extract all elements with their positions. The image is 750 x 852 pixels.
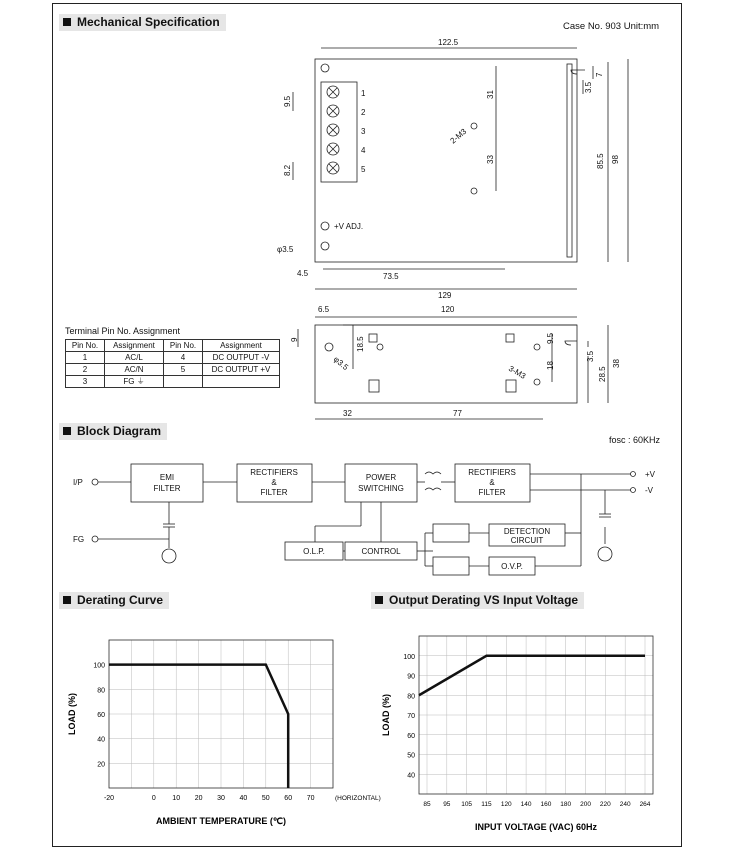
table-row	[66, 376, 280, 388]
power-switching-box	[345, 464, 417, 502]
x-tick-label: -20	[103, 795, 115, 802]
power-line1: POWER	[365, 473, 397, 482]
dim-33: 33	[486, 155, 495, 164]
x-axis-label: AMBIENT TEMPERATURE (℃)	[156, 816, 286, 826]
dim-18-5: 18.5	[356, 336, 365, 352]
dim-9: 9	[290, 337, 299, 342]
rect2-line2: &	[489, 478, 495, 487]
rect2-line1: RECTIFIERS	[468, 468, 516, 477]
x-tick-label: 30	[217, 795, 225, 802]
cell	[203, 376, 280, 388]
x-tick-label: 180	[560, 801, 572, 808]
dim-85-5: 85.5	[596, 153, 605, 169]
x-axis-label: INPUT VOLTAGE (VAC) 60Hz	[474, 822, 598, 832]
dim-129: 129	[438, 291, 452, 300]
x-tick-label: 160	[540, 801, 552, 808]
rect1-line1: RECTIFIERS	[250, 468, 298, 477]
dim-28-5: 28.5	[598, 366, 607, 382]
table-row	[66, 364, 280, 376]
detection-line2: CIRCUIT	[510, 536, 544, 545]
th-assignment-2: Assignment	[203, 340, 280, 352]
cell: DC OUTPUT +V	[203, 364, 280, 376]
top-left-hole	[321, 64, 329, 72]
rect2-line3: FILTER	[478, 488, 506, 497]
cell: 2	[66, 364, 105, 376]
cell: 5	[164, 364, 203, 376]
fosc-label: fosc : 60KHz	[609, 435, 661, 445]
th-pin: Pin No.	[66, 340, 105, 352]
section-output-derating-header	[371, 592, 584, 609]
x-tick-label: 200	[580, 801, 591, 808]
rect1-line3: FILTER	[260, 488, 288, 497]
y-tick-label: 40	[407, 772, 415, 780]
y-tick-label: 80	[407, 693, 415, 701]
notch	[571, 70, 585, 74]
x-tick-label: 20	[194, 795, 203, 802]
terminal-screws	[327, 86, 339, 174]
ground-symbol-left	[162, 549, 176, 563]
terminal-table	[65, 339, 280, 388]
emi-line2: FILTER	[153, 484, 181, 493]
y-tick-label: 90	[407, 673, 415, 681]
ip-label: I/P	[73, 478, 83, 487]
y-tick-label: 100	[93, 662, 105, 670]
ground-symbol-right	[598, 547, 612, 561]
top-view-outline	[315, 59, 577, 262]
section-derating-title: Derating Curve	[77, 593, 164, 607]
power-line2: SWITCHING	[358, 484, 404, 493]
y-tick-label: 60	[97, 712, 105, 719]
vminus-label: -V	[645, 486, 653, 495]
dim-9-5-side: 9.5	[546, 332, 555, 344]
transformer-icon	[425, 472, 441, 490]
case-info: Case No. 903 Unit:mm	[563, 21, 660, 32]
vplus-label: +V	[645, 470, 656, 479]
bullet-square-icon	[63, 427, 71, 435]
y-tick-label: 40	[97, 736, 105, 744]
y-tick-label: 80	[97, 687, 105, 695]
label-3-m3: 3-M3	[507, 363, 528, 381]
top-view-side-rail	[567, 64, 572, 257]
fg-label: FG	[73, 535, 85, 544]
ovp-label: O.V.P.	[501, 562, 523, 571]
cell: 3	[66, 376, 105, 388]
dim-32: 32	[343, 409, 352, 418]
side-hole-label: φ3.5	[331, 354, 350, 373]
y-tick-label: 100	[403, 653, 415, 661]
block-diagram	[53, 444, 681, 584]
terminal-1: 1	[361, 89, 366, 98]
th-pin-2: Pin No.	[164, 340, 203, 352]
label-2-m3: 2-M3	[448, 126, 469, 146]
cell: AC/L	[105, 352, 164, 364]
derating-chart	[53, 616, 381, 841]
th-assignment: Assignment	[105, 340, 164, 352]
dim-77: 77	[453, 409, 462, 418]
y-tick-label: 60	[407, 732, 415, 740]
y-axis-label: LOAD (%)	[67, 693, 77, 735]
side-m3-hole-1	[377, 344, 383, 350]
optocoupler-1	[433, 524, 469, 542]
side-m3-hole-2	[534, 344, 540, 350]
rect1-line2: &	[271, 478, 277, 487]
dim-9-5: 9.5	[283, 95, 292, 107]
input-voltage-chart	[367, 616, 681, 841]
section-output-derating-title: Output Derating VS Input Voltage	[389, 593, 579, 607]
m3-hole-2	[471, 188, 477, 194]
x-tick-label: 0	[151, 795, 156, 802]
terminal-table-header	[66, 340, 280, 352]
emi-filter-box	[131, 464, 203, 502]
side-hole-left	[325, 343, 333, 351]
terminal-4: 4	[361, 146, 366, 155]
section-block-header	[59, 423, 167, 440]
control-label: CONTROL	[361, 547, 401, 556]
label-vadj: +V ADJ.	[334, 222, 364, 231]
x-tick-label: 120	[500, 801, 512, 808]
datasheet-page	[52, 3, 682, 847]
x-axis-suffix: (HORIZONTAL)	[335, 795, 381, 802]
y-tick-label: 20	[97, 761, 105, 769]
dim-6-5: 6.5	[318, 305, 330, 314]
x-tick-label: 60	[284, 795, 293, 802]
dim-18: 18	[546, 361, 555, 370]
dim-3-5: 3.5	[584, 81, 593, 93]
dim-98: 98	[611, 155, 620, 164]
dim-8-2: 8.2	[283, 164, 292, 176]
dim-4-5: 4.5	[297, 269, 309, 278]
olp-label: O.L.P.	[303, 547, 325, 556]
dim-122-5: 122.5	[438, 38, 459, 47]
x-tick-label: 140	[520, 801, 532, 808]
bullet-square-icon	[375, 596, 383, 604]
cell: 1	[66, 352, 105, 364]
section-mechanical-title: Mechanical Specification	[77, 15, 220, 29]
cell: DC OUTPUT -V	[203, 352, 280, 364]
cell	[164, 376, 203, 388]
x-tick-label: 95	[443, 801, 451, 808]
x-tick-label: 115	[481, 801, 492, 808]
terminal-2: 2	[361, 108, 366, 117]
emi-line1: EMI	[159, 473, 175, 482]
terminal-5: 5	[361, 165, 366, 174]
bottom-left-hole	[321, 242, 329, 250]
dim-hole: φ3.5	[277, 245, 294, 254]
x-tick-label: 220	[599, 801, 611, 808]
detection-line1: DETECTION	[503, 527, 551, 536]
x-tick-label: 240	[619, 801, 631, 808]
m3-hole-1	[471, 123, 477, 129]
optocoupler-2	[433, 557, 469, 575]
cell: FG ⏚	[105, 376, 164, 388]
terminal-3: 3	[361, 127, 366, 136]
dim-120: 120	[441, 305, 455, 314]
cell: 4	[164, 352, 203, 364]
x-tick-label: 50	[261, 795, 270, 802]
x-tick-label: 105	[461, 801, 473, 808]
dim-7: 7	[595, 72, 604, 77]
section-block-title: Block Diagram	[77, 424, 162, 438]
x-tick-label: 264	[639, 801, 651, 808]
y-tick-label: 50	[407, 752, 415, 760]
dim-31: 31	[486, 90, 495, 99]
y-tick-label: 70	[407, 713, 415, 720]
dim-3-5-side: 3.5	[586, 350, 595, 362]
section-derating-header	[59, 592, 169, 609]
side-view-outline	[315, 325, 577, 403]
vadj-pot	[321, 222, 329, 230]
table-row	[66, 352, 280, 364]
terminal-table-title: Terminal Pin No. Assignment	[65, 326, 181, 336]
dim-73-5: 73.5	[383, 272, 399, 281]
x-tick-label: 85	[423, 801, 431, 808]
side-m3-hole-3	[534, 379, 540, 385]
dim-38: 38	[612, 359, 621, 368]
x-tick-label: 70	[306, 795, 315, 802]
bullet-square-icon	[63, 596, 71, 604]
x-tick-label: 40	[239, 795, 248, 802]
y-axis-label: LOAD (%)	[381, 694, 391, 736]
x-tick-label: 10	[172, 795, 181, 802]
cell: AC/N	[105, 364, 164, 376]
